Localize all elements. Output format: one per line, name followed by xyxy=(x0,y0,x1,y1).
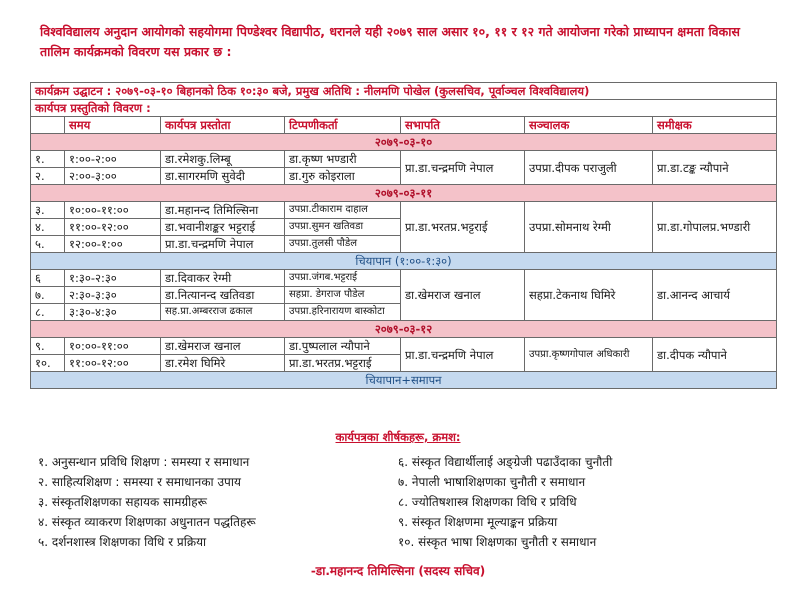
row-time: ११:००-१२:०० xyxy=(65,355,161,372)
row-no: १. xyxy=(31,151,65,168)
row-time: २:००-३:०० xyxy=(65,168,161,185)
row-no: ६ xyxy=(31,270,65,287)
row-presenter: डा.दिवाकर रेग्मी xyxy=(161,270,285,287)
inauguration-row xyxy=(31,83,777,100)
header-chair: सभापति xyxy=(401,117,525,134)
row-presenter: डा.रमेशकु.लिम्बू xyxy=(161,151,285,168)
row-no: २. xyxy=(31,168,65,185)
row-presenter: प्रा.डा.चन्द्रमणि नेपाल xyxy=(161,236,285,253)
list-item: ८. ज्योतिषशास्त्र शिक्षणका विधि र प्रविधि xyxy=(398,495,577,509)
date-row-day2 xyxy=(31,185,777,202)
session-chair: प्रा.डा.चन्द्रमणि नेपाल xyxy=(401,338,525,372)
row-commentator: उपप्रा.सुमन खतिवडा xyxy=(285,219,401,236)
header-time: समय xyxy=(65,117,161,134)
list-item: ७. नेपाली भाषाशिक्षणका चुनौती र समाधान xyxy=(398,475,586,489)
intro-paragraph: विश्वविद्यालय अनुदान आयोगको सहयोगमा पिण्डेश्वर विद्यापीठ, धरानले यही २०७९ साल असार १०, ११ र १२ गते आयोजना गरेको प्राध्यापन क्षमता विकास तालिम कार्यक्रमको विवरण यस प्रकार छ : xyxy=(40,24,740,59)
row-no: ३. xyxy=(31,202,65,219)
row-presenter: डा.नित्यानन्द खतिवडा xyxy=(161,287,285,304)
row-commentator: उपप्रा.टीकाराम दाहाल xyxy=(285,202,401,219)
table-row xyxy=(31,202,777,219)
header-commentator: टिप्पणीकर्ता xyxy=(285,117,401,134)
list-item: ३. संस्कृतशिक्षणका सहायक सामग्रीहरू xyxy=(38,495,207,509)
session-chair: प्रा.डा.चन्द्रमणि नेपाल xyxy=(401,151,525,185)
session-reviewer: प्रा.डा.टङ्क न्यौपाने xyxy=(653,151,777,185)
header-row xyxy=(31,117,777,134)
session-reviewer: डा.आनन्द आचार्य xyxy=(653,270,777,321)
presentation-label: कार्यपत्र प्रस्तुतिको विवरण : xyxy=(31,100,777,117)
date-row-day1 xyxy=(31,134,777,151)
session-host: सहप्रा.टेकनाथ घिमिरे xyxy=(525,270,653,321)
header-presenter: कार्यपत्र प्रस्तोता xyxy=(161,117,285,134)
session-host: उपप्रा.कृष्णगोपाल अधिकारी xyxy=(525,338,653,372)
row-time: २:३०-३:३० xyxy=(65,287,161,304)
date-row-day3 xyxy=(31,321,777,338)
presentation-label-row xyxy=(31,100,777,117)
header-no xyxy=(31,117,65,134)
row-no: १०. xyxy=(31,355,65,372)
table-row xyxy=(31,270,777,287)
row-time: १:३०-२:३० xyxy=(65,270,161,287)
row-no: ९. xyxy=(31,338,65,355)
row-commentator: डा.गुरु कोइराला xyxy=(285,168,401,185)
row-time: १०:००-११:०० xyxy=(65,202,161,219)
session-chair: डा.खेमराज खनाल xyxy=(401,270,525,321)
list-item: ६. संस्कृत विद्यार्थीलाई अङ्ग्रेजी पढाउँदाका चुनौती xyxy=(398,455,613,469)
session-chair: प्रा.डा.भरतप्र.भट्टराई xyxy=(401,202,525,253)
header-reviewer: समीक्षक xyxy=(653,117,777,134)
closing-row xyxy=(31,372,777,389)
list-item: ५. दर्शनशास्त्र शिक्षणका विधि र प्रक्रिया xyxy=(38,535,207,549)
row-commentator: उपप्रा.हरिनारायण बास्कोटा xyxy=(285,304,401,321)
row-time: १:००-२:०० xyxy=(65,151,161,168)
table-row xyxy=(31,151,777,168)
break-label: चियापान (१:००-१:३०) xyxy=(31,253,777,270)
session-reviewer: डा.दीपक न्यौपाने xyxy=(653,338,777,372)
row-presenter: डा.रमेश घिमिरे xyxy=(161,355,285,372)
row-presenter: डा.खेमराज खनाल xyxy=(161,338,285,355)
row-commentator: प्रा.डा.भरतप्र.भट्टराई xyxy=(285,355,401,372)
list-item: ९. संस्कृत शिक्षणमा मूल्याङ्कन प्रक्रिया xyxy=(398,515,558,529)
list-item: २. साहित्यशिक्षण : समस्या र समाधानका उपाय xyxy=(38,475,241,489)
row-time: १०:००-११:०० xyxy=(65,338,161,355)
list-item: १. अनुसन्धान प्रविधि शिक्षण : समस्या र समाधान xyxy=(38,455,250,469)
break-row xyxy=(31,253,777,270)
topics-title-text: कार्यपत्रका शीर्षकहरू, क्रमश: xyxy=(335,430,461,444)
row-commentator: डा.कृष्ण भण्डारी xyxy=(285,151,401,168)
session-host: उपप्रा.सोमनाथ रेग्मी xyxy=(525,202,653,253)
row-time: ३:३०-४:३० xyxy=(65,304,161,321)
row-commentator: सहप्रा. डेगराज पौडेल xyxy=(285,287,401,304)
topics-list-right xyxy=(398,452,612,552)
date-label: २०७९-०३-१० xyxy=(31,134,777,151)
row-commentator: डा.पुष्पलाल न्यौपाने xyxy=(285,338,401,355)
session-host: उपप्रा.दीपक पराजुली xyxy=(525,151,653,185)
date-label: २०७९-०३-११ xyxy=(31,185,777,202)
inauguration-text: कार्यक्रम उद्घाटन : २०७९-०३-१० बिहानको ठिक १०:३० बजे, प्रमुख अतिथि : नीलमणि पोखेल (कुलसचिव, पूर्वाञ्चल विश्वविद्यालय) xyxy=(31,83,777,100)
list-item: १०. संस्कृत भाषा शिक्षणका चुनौती र समाधान xyxy=(398,535,597,549)
row-commentator: उपप्रा.तुलसी पौडेल xyxy=(285,236,401,253)
header-host: सञ्चालक xyxy=(525,117,653,134)
row-presenter: डा.महानन्द तिमिल्सिना xyxy=(161,202,285,219)
row-no: ७. xyxy=(31,287,65,304)
closing-label: चियापान+समापन xyxy=(31,372,777,389)
topics-list-left xyxy=(38,452,256,552)
row-presenter: सह.प्रा.अम्बरराज ढकाल xyxy=(161,304,285,321)
row-no: ५. xyxy=(31,236,65,253)
session-reviewer: प्रा.डा.गोपालप्र.भण्डारी xyxy=(653,202,777,253)
signature: -डा.महानन्द तिमिल्सिना (सदस्य सचिव) xyxy=(310,564,486,578)
date-label: २०७९-०३-१२ xyxy=(31,321,777,338)
row-commentator: उपप्रा.जंगब.भट्टराई xyxy=(285,270,401,287)
topics-title xyxy=(0,430,796,445)
list-item: ४. संस्कृत व्याकरण शिक्षणका अधुनातन पद्धतिहरू xyxy=(38,515,256,529)
row-no: ४. xyxy=(31,219,65,236)
row-presenter: डा.भवानीशङ्कर भट्टराई xyxy=(161,219,285,236)
row-presenter: डा.सागरमणि सुवेदी xyxy=(161,168,285,185)
table-row xyxy=(31,338,777,355)
row-time: १२:००-१:०० xyxy=(65,236,161,253)
row-no: ८. xyxy=(31,304,65,321)
row-time: ११:००-१२:०० xyxy=(65,219,161,236)
schedule-table xyxy=(30,82,777,389)
